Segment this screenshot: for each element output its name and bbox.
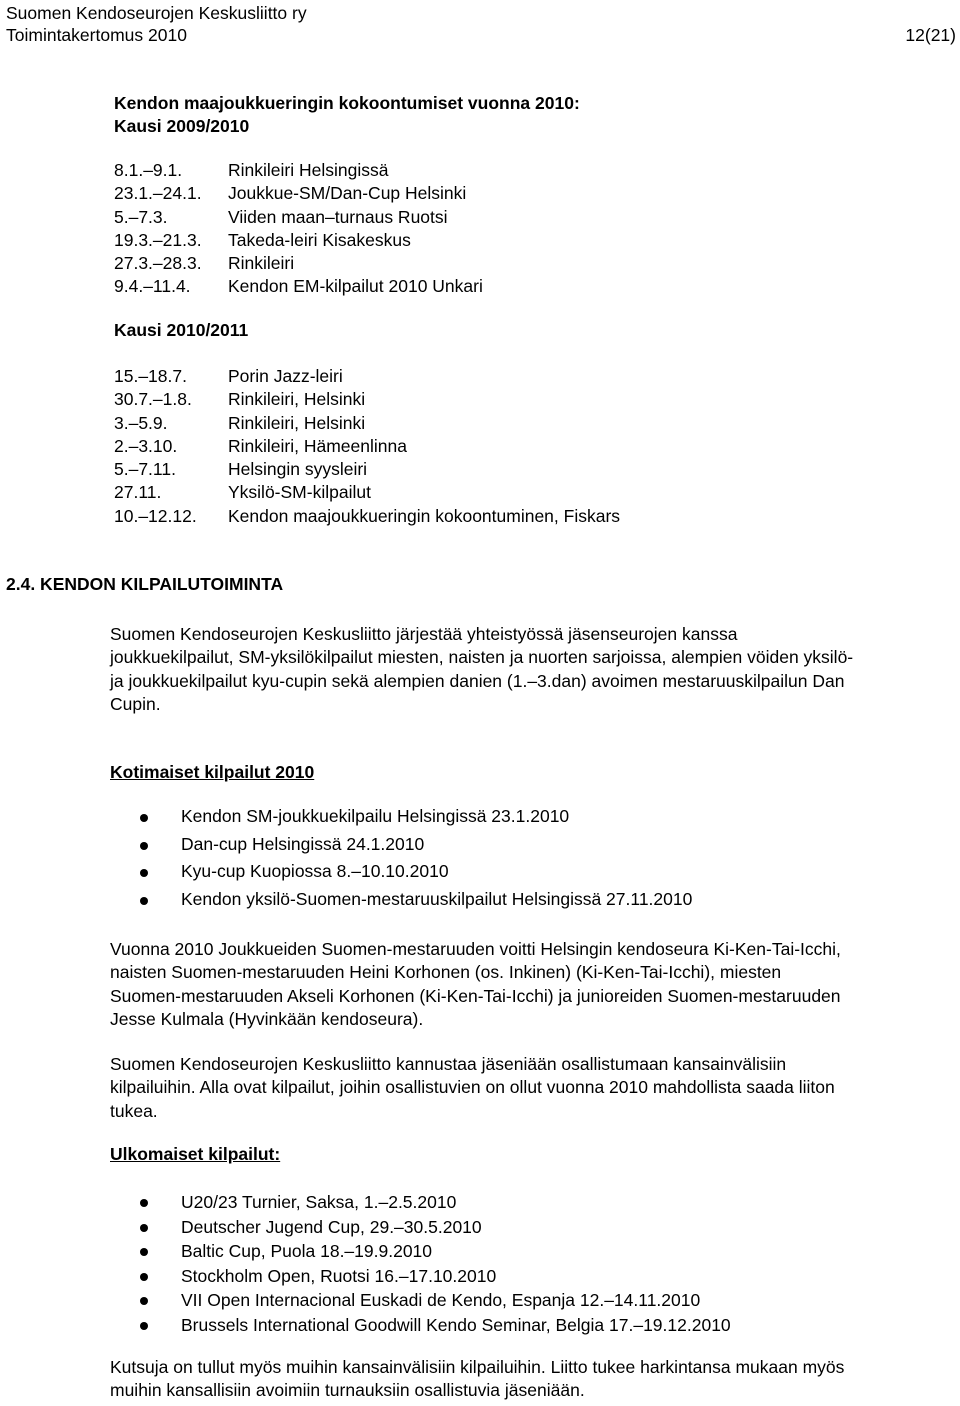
bullet-icon [140,1273,148,1281]
schedule-date: 27.11. [114,482,162,503]
schedule-date: 30.7.–1.8. [114,389,192,410]
list-item-text: Kendon SM-joukkuekilpailu Helsingissä 23.1.2010 [181,806,570,826]
season1-title: Kausi 2009/2010 [114,116,250,136]
intro-paragraph [110,623,955,716]
schedule-event: Takeda-leiri Kisakeskus [228,229,411,250]
paragraph-line: kilpailuihin. Alla ovat kilpailut, joihin osallistuvien on ollut vuonna 2010 mahdollista saada liiton [110,1077,835,1098]
schedule-row [114,435,814,458]
encourage-paragraph [110,1053,955,1123]
page-number: 12(21) [905,25,956,45]
schedule-row [114,388,814,411]
list-item [110,1313,955,1338]
bullet-icon [140,869,148,877]
bullet-icon [140,1199,148,1207]
page-header [6,2,956,46]
list-item-text: Dan-cup Helsingissä 24.1.2010 [181,833,425,854]
paragraph-line: naisten Suomen-mestaruuden Heini Korhonen (os. Inkinen) (Ki-Ken-Tai-Icchi), miesten [110,962,782,983]
paragraph-line: muihin kansallisiin avoimiin turnauksiin osallistuvia jäseniään. [110,1380,585,1401]
paragraph-line: Suomen-mestaruuden Akseli Korhonen (Ki-Ken-Tai-Icchi) ja junioreiden Suomen-mestaruuden [110,985,841,1006]
paragraph-line: tukea. [110,1100,158,1121]
schedule-event: Kendon maajoukkueringin kokoontuminen, Fiskars [228,505,621,526]
foreign-title: Ulkomaiset kilpailut: [110,1144,281,1164]
schedule-event: Porin Jazz-leiri [228,366,343,386]
bullet-icon [140,842,148,850]
season2-schedule [114,365,814,528]
schedule-row [114,252,814,275]
paragraph-line: ja joukkuekilpailut kyu-cupin sekä alempien danien (1.–3.dan) avoimen mestaruuskilpailun Dan [110,670,845,691]
list-item [110,1215,955,1240]
list-item [110,1264,955,1289]
list-item [110,1288,955,1313]
schedule-row [114,458,814,481]
schedule-event: Rinkileiri [228,253,295,274]
list-item-text: Baltic Cup, Puola 18.–19.9.2010 [181,1241,433,1261]
season1-schedule [114,159,814,299]
schedule-row [114,275,814,298]
header-doc: Toimintakertomus 2010 [6,25,187,45]
schedule-row [114,481,814,504]
bullet-icon [140,1297,148,1305]
schedule-row [114,182,814,205]
schedule-row [114,229,814,252]
list-item [110,886,955,914]
list-item-text: Brussels International Goodwill Kendo Seminar, Belgia 17.–19.12.2010 [181,1314,731,1335]
list-item-text: Kyu-cup Kuopiossa 8.–10.10.2010 [181,861,449,881]
bullet-icon [140,1322,148,1330]
paragraph-line: Kutsuja on tullut myös muihin kansainvälisiin kilpailuihin. Liitto tukee harkintansa mukaan myös [110,1357,845,1377]
header-org: Suomen Kendoseurojen Keskusliitto ry [6,3,307,23]
paragraph-line: Suomen Kendoseurojen Keskusliitto kannustaa jäseniään osallistumaan kansainvälisiin [110,1054,787,1074]
schedule-date: 5.–7.11. [114,459,176,480]
closing-paragraph [110,1356,955,1403]
schedule-date: 8.1.–9.1. [114,160,183,180]
schedule-row [114,505,814,528]
schedule-event: Helsingin syysleiri [228,459,368,480]
list-item [110,803,955,831]
schedule-event: Rinkileiri, Hämeenlinna [228,435,407,456]
bullet-icon [140,897,148,905]
schedule-event: Joukkue-SM/Dan-Cup Helsinki [228,183,467,204]
schedule-date: 2.–3.10. [114,435,178,456]
list-item-text: VII Open Internacional Euskadi de Kendo, Espanja 12.–14.11.2010 [181,1290,701,1310]
bullet-icon [140,1224,148,1232]
schedule-row [114,412,814,435]
schedule-row [114,365,814,388]
bullet-icon [140,814,148,822]
schedule-row [114,159,814,182]
list-item [110,1239,955,1264]
schedule-date: 9.4.–11.4. [114,276,191,297]
paragraph-line: joukkuekilpailut, SM-yksilökilpailut miesten, naisten ja nuorten sarjoissa, alempien vöiden yksilö- [110,647,854,668]
schedule-event: Rinkileiri Helsingissä [228,160,389,180]
section-heading: 2.4. KENDON KILPAILUTOIMINTA [6,574,284,594]
schedule-date: 5.–7.3. [114,206,168,227]
domestic-title: Kotimaiset kilpailut 2010 [110,762,315,782]
foreign-list [110,1190,955,1337]
schedule-date: 23.1.–24.1. [114,183,202,204]
gatherings-title: Kendon maajoukkueringin kokoontumiset vuonna 2010: [114,93,580,113]
schedule-event: Kendon EM-kilpailut 2010 Unkari [228,276,483,297]
paragraph-line: Cupin. [110,693,161,714]
list-item-text: Stockholm Open, Ruotsi 16.–17.10.2010 [181,1265,497,1286]
paragraph-line: Jesse Kulmala (Hyvinkään kendoseura). [110,1008,424,1029]
schedule-row [114,206,814,229]
schedule-event: Yksilö-SM-kilpailut [228,482,371,503]
list-item [110,831,955,859]
season2-title: Kausi 2010/2011 [114,320,249,340]
schedule-date: 15.–18.7. [114,366,187,386]
list-item [110,858,955,886]
bullet-icon [140,1248,148,1256]
schedule-event: Rinkileiri, Helsinki [228,412,366,433]
schedule-date: 27.3.–28.3. [114,253,202,274]
domestic-list [110,803,955,913]
schedule-date: 10.–12.12. [114,505,197,526]
list-item-text: Deutscher Jugend Cup, 29.–30.5.2010 [181,1216,482,1237]
schedule-date: 3.–5.9. [114,412,168,433]
paragraph-line: Vuonna 2010 Joukkueiden Suomen-mestaruuden voitti Helsingin kendoseura Ki-Ken-Tai-Icchi, [110,939,841,959]
list-item-text: U20/23 Turnier, Saksa, 1.–2.5.2010 [181,1192,457,1212]
list-item [110,1190,955,1215]
results-paragraph [110,938,955,1031]
schedule-event: Viiden maan–turnaus Ruotsi [228,206,448,227]
schedule-event: Rinkileiri, Helsinki [228,389,366,410]
list-item-text: Kendon yksilö-Suomen-mestaruuskilpailut Helsingissä 27.11.2010 [181,888,693,909]
paragraph-line: Suomen Kendoseurojen Keskusliitto järjestää yhteistyössä jäsenseurojen kanssa [110,624,738,644]
schedule-date: 19.3.–21.3. [114,229,202,250]
